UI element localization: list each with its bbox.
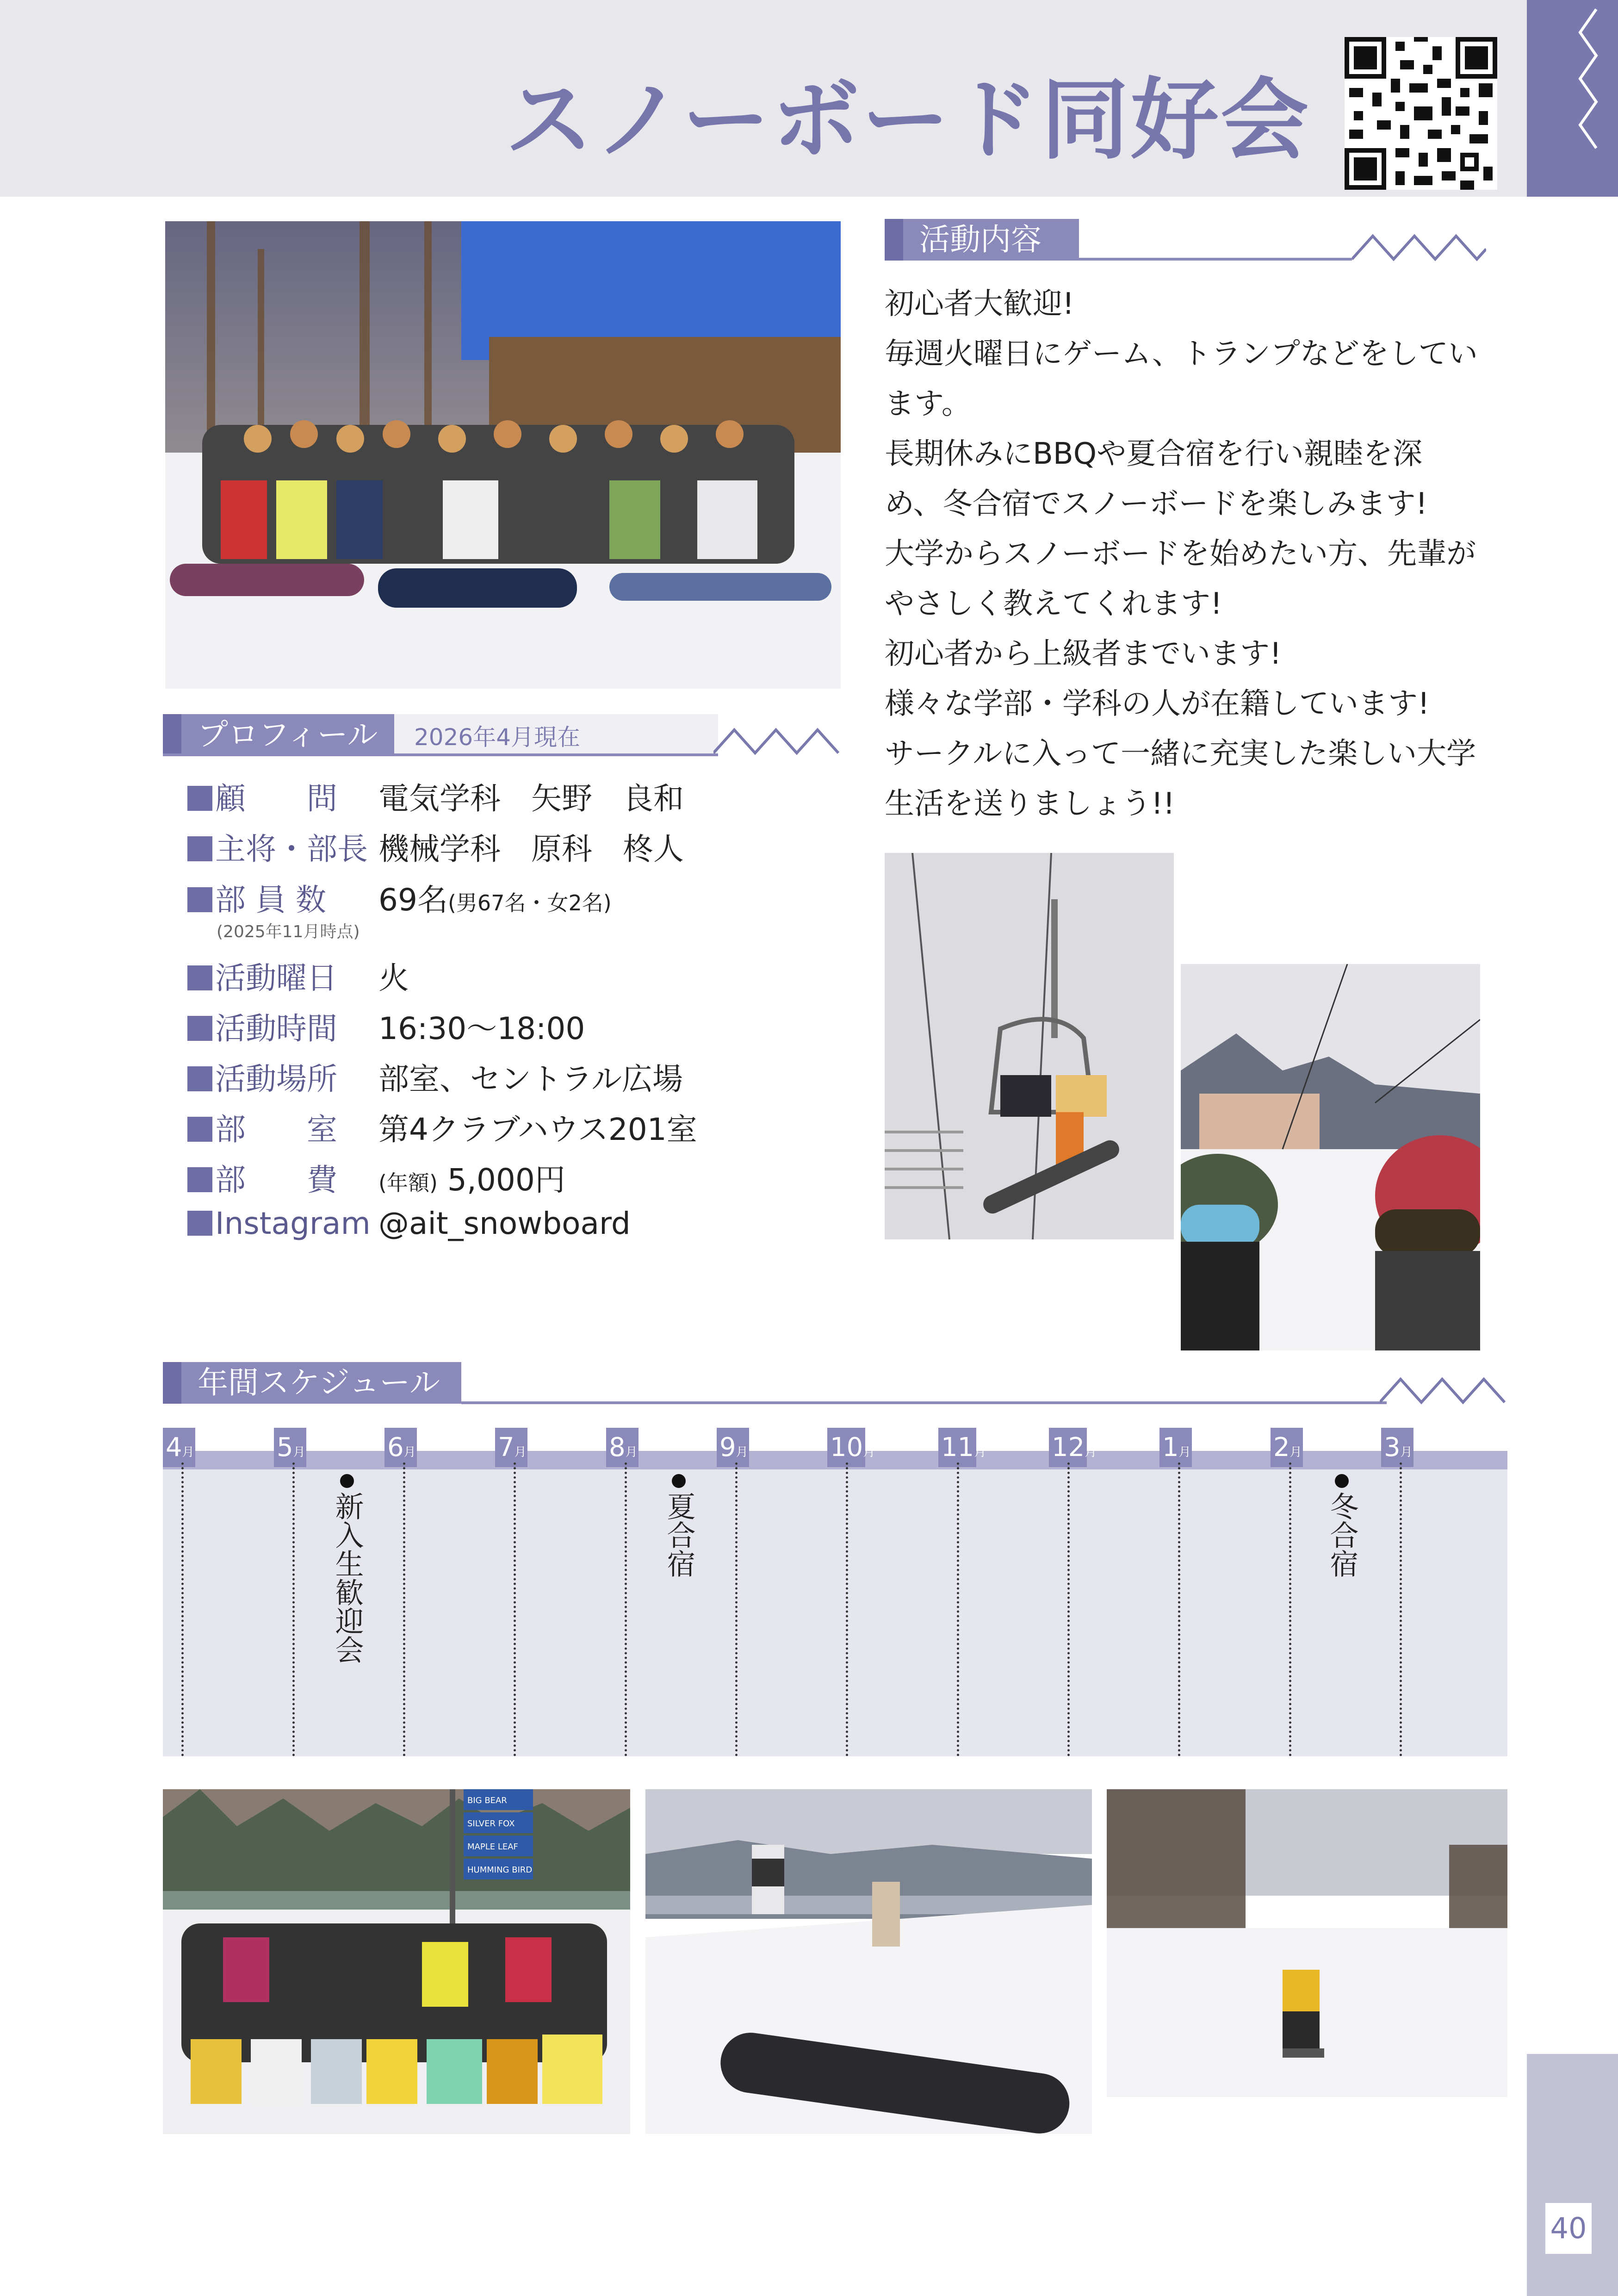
profile-value: 火	[378, 960, 409, 996]
month-divider	[292, 1462, 295, 1756]
month-tab: 1月	[1159, 1428, 1192, 1467]
profile-label: 活動場所	[187, 1054, 340, 1098]
lift-photo	[885, 853, 1174, 1239]
profile-value: 電気学科 矢野 良和	[378, 781, 684, 816]
side-strip-bottom	[1527, 2054, 1618, 2296]
sign-text: HUMMING BIRD	[467, 1865, 533, 1875]
profile-value: 69名(男67名・女2名)	[378, 882, 612, 918]
profile-heading-line	[163, 753, 718, 756]
profile-as-of: 2026年4月現在	[414, 724, 581, 751]
activity-heading: 活動内容	[885, 219, 1079, 261]
month-divider	[625, 1462, 627, 1756]
profile-label: 部 員 数	[187, 875, 340, 919]
sign-text: BIG BEAR	[467, 1796, 507, 1805]
instagram-handle[interactable]: @ait_snowboard	[378, 1206, 631, 1241]
month-divider	[735, 1462, 738, 1756]
month-tab: 11月	[938, 1428, 976, 1467]
group-photo-sign	[163, 1789, 630, 2134]
schedule-heading: 年間スケジュール	[163, 1362, 461, 1404]
month-divider	[403, 1462, 405, 1756]
zigzag-decoration	[1352, 230, 1486, 263]
schedule-heading-line	[461, 1401, 1387, 1404]
month-divider	[1067, 1462, 1070, 1756]
sign-text: SILVER FOX	[467, 1819, 515, 1829]
month-tab: 6月	[384, 1428, 417, 1467]
snowboard-run-photo	[1107, 1789, 1507, 2097]
profile-label: 部 室	[187, 1105, 340, 1149]
zigzag-decoration	[713, 724, 841, 757]
month-tab: 7月	[495, 1428, 527, 1467]
event-summer-camp: 夏合宿	[663, 1474, 695, 1578]
zigzag-decoration	[1380, 1374, 1507, 1406]
month-divider	[1400, 1462, 1402, 1756]
month-divider	[514, 1462, 516, 1756]
month-divider	[957, 1462, 959, 1756]
profile-value: 第4クラブハウス201室	[378, 1112, 697, 1147]
profile-value: 16:30〜18:00	[378, 1011, 585, 1046]
page-number: 40	[1545, 2203, 1592, 2254]
profile-value: 機械学科 原科 柊人	[378, 831, 684, 867]
sign-text: MAPLE LEAF	[467, 1842, 518, 1852]
profile-value: 部室、セントラル広場	[378, 1061, 683, 1097]
profile-label: 部 費	[187, 1155, 340, 1199]
month-tab: 2月	[1271, 1428, 1303, 1467]
profile-label: 活動曜日	[187, 953, 340, 997]
group-photo-main	[165, 221, 841, 689]
profile-note: (2025年11月時点)	[217, 922, 360, 941]
month-tab: 12月	[1049, 1428, 1087, 1467]
profile-label: 主将・部長	[187, 824, 340, 868]
profile-label: 顧 問	[187, 774, 340, 818]
profile-value: (年額) 5,000円	[378, 1162, 565, 1198]
month-divider	[1178, 1462, 1180, 1756]
month-tab: 10月	[827, 1428, 865, 1467]
selfie-photo	[1181, 964, 1480, 1350]
page-title: スノーボード同好会	[505, 69, 1310, 171]
month-tab: 9月	[717, 1428, 749, 1467]
month-tab: 3月	[1381, 1428, 1413, 1467]
month-divider	[181, 1462, 184, 1756]
side-strip-top	[1527, 0, 1618, 197]
month-tab: 8月	[606, 1428, 639, 1467]
month-tab: 5月	[274, 1428, 306, 1467]
activity-heading-line	[1079, 258, 1352, 261]
activity-text: 初心者大歓迎! 毎週火曜日にゲーム、トランプなどをしてい ます。 長期休みにBBQや夏合宿を行い親睦を深 め、冬合宿でスノーボードを楽しみます! 大学からスノーボードを始めたい方、先輩が やさしく教えてくれます! 初心者から上級者までいます! 様々な学部・学科の人が在籍しています! サークルに入って一緒に充実した楽しい大学 生活を送りましょう!!	[885, 287, 1478, 821]
month-tab: 4月	[163, 1428, 195, 1467]
event-welcome-party: 新入生歓迎会	[331, 1474, 363, 1664]
snowboard-slope-photo	[645, 1789, 1092, 2134]
profile-label: 活動時間	[187, 1004, 340, 1048]
month-divider	[1289, 1462, 1291, 1756]
event-winter-camp: 冬合宿	[1326, 1474, 1358, 1578]
month-divider	[846, 1462, 848, 1756]
schedule-area	[163, 1451, 1507, 1756]
qr-code[interactable]	[1345, 37, 1497, 190]
profile-heading: プロフィール	[163, 714, 394, 756]
profile-label: Instagram	[187, 1206, 340, 1241]
